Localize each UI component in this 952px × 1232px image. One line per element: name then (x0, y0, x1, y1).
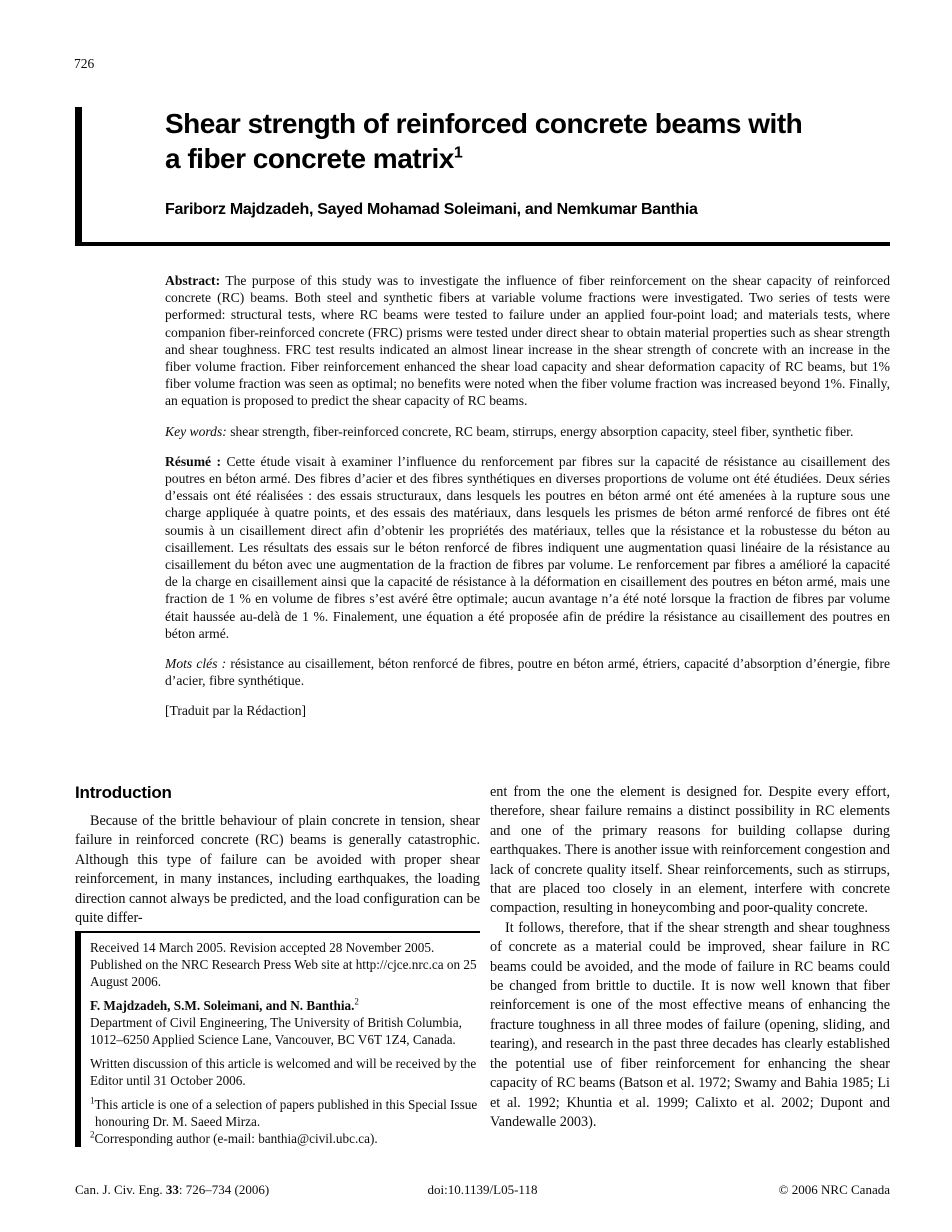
footnote-accent-bar (75, 933, 81, 1147)
keywords-label: Key words: (165, 423, 227, 439)
article-title-line2: a fiber concrete matrix (165, 142, 454, 174)
fn-authors-superscript: 2 (354, 996, 359, 1007)
authors-line: Fariborz Majdzadeh, Sayed Mohamad Soleimani, and Nemkumar Banthia (165, 201, 698, 218)
fn-discussion: Written discussion of this article is welcomed and will be received by the Editor until 31 October 2006. (90, 1055, 477, 1088)
traduit-note: [Traduit par la Rédaction] (165, 703, 307, 719)
mots-cles-label: Mots clés : (165, 656, 227, 672)
mots-cles-text: résistance au cisaillement, béton renforcé de fibres, poutre en béton armé, étriers, capacité d’absorption d’énergie, fibre d’acier, fibre synthétique. (165, 656, 891, 689)
left-column (75, 783, 480, 1147)
resume-paragraph (165, 453, 890, 642)
right-column (490, 783, 890, 1147)
intro-paragraph-right-2: It follows, therefore, that if the shear strength and shear toughness of concrete as a material could be improved, shear failure in RC beams could be avoided, and the mode of failure in RC beams could be changed from brittle to ductile. It is now well known that fiber reinforcement is one of the most effective means of enhancing the fracture toughness in all three modes of failure (opening, sliding, and tearing), and research in the past three decades has clearly established the potential use of fiber reinforcement for enhancing the shear capacity of RC beams (Batson et al. 1972; Swamy and Bahia 1985; Li et al. 1992; Khuntia et al. 1999; Calixto et al. 2002; Dupont and Vandewalle 2003). (490, 919, 890, 1130)
footer-journal-name: Can. J. Civ. Eng. (75, 1182, 163, 1197)
footer-pages: : 726–734 (2006) (178, 1182, 270, 1197)
page-footer (75, 1182, 890, 1198)
footnote-1-marker: 1 (90, 1095, 95, 1106)
title-block (75, 107, 890, 219)
abstract-paragraph (165, 272, 890, 410)
title-accent-bar (75, 107, 82, 243)
keywords-paragraph (165, 423, 890, 440)
footer-volume: 33 (165, 1182, 179, 1197)
intro-paragraph-right-1: ent from the one the element is designed for. Despite every effort, therefore, shear failure remains a distinct possibility in RC elements and one of the primary reasons for building collapse during earthquakes. There is another issue with reinforcement congestion and lack of concrete quality itself. Shear reinforcements, such as stirrups, that are placed too closely in an element, interfere with concrete compaction, resulting in honeycombing and poor-quality concrete. (490, 784, 890, 917)
fn-authors-names: F. Majdzadeh, S.M. Soleimani, and N. Banthia. (90, 998, 355, 1014)
footer-doi: doi:10.1139/L05-118 (427, 1182, 538, 1197)
footer-journal-citation (75, 1182, 352, 1198)
footer-copyright: © 2006 NRC Canada (778, 1182, 890, 1197)
article-title (165, 107, 890, 176)
mots-cles-paragraph (165, 655, 890, 689)
resume-text: Cette étude visait à examiner l’influence du renforcement par fibres sur la capacité de résistance au cisaillement des poutres en béton armé. Des fibres d’acier et des fibres synthétiques en diverses proportions de volume ont été étudiées. Deux séries d’essais ont été réalisées : des essais structuraux, dans lesquels les poutres en béton armé ont été amenées à la rupture sous une charge appliquée à quatre points, et des essais des matériaux, dans lesquels les prismes de béton armé renforcé de fibres ont été soumis à un cisaillement direct afin d’obtenir les propriétés des matériaux, telles que la résistance et la robustesse du béton au cisaillement. Les résultats des essais sur le béton renforcé de fibres indiquent une augmentation quasi linéaire de la résistance au cisaillement du béton avec une augmentation de la fraction de fibres par volume. Le renforcement par fibres a amélioré la capacité de la charge en cisaillement ainsi que la capacité de résistance à la déformation en cisaillement des poutres en béton armé, mais une fraction de 1 % en volume de fibres s’est avéré être optimale; aucun avantage n’a été noté lorsque la fraction de fibres par volume était haussée au-delà de 1 %. Finalement, une équation a été proposée afin de prédire la résistance au cisaillement des poutres en béton armé. (165, 453, 890, 641)
abstract-block (165, 272, 890, 720)
article-title-line1: Shear strength of reinforced concrete beams with (165, 108, 803, 139)
title-footnote-marker: 1 (453, 144, 463, 162)
fn-affiliation: Department of Civil Engineering, The University of British Columbia, 1012–6250 Applied Science Lane, Vancouver, BC V6T 1Z4, Canada. (90, 1015, 462, 1047)
page-number: 726 (74, 56, 95, 71)
resume-label: Résumé : (165, 453, 222, 469)
footnote-box (75, 931, 480, 1147)
footnote-2-marker: 2 (90, 1129, 95, 1140)
body-columns (75, 783, 890, 1147)
footnote-2 (90, 1131, 478, 1148)
intro-paragraph-left: Because of the brittle behaviour of plain concrete in tension, shear failure in reinforced concrete (RC) beams is generally catastrophic. Although this type of failure can be avoided with proper shear reinforcement, in many instances, including earthquakes, the loading direction cannot always be predicted, and the load configuration can be quite differ- (75, 813, 480, 927)
footnote-1 (90, 1097, 478, 1131)
abstract-text: The purpose of this study was to investigate the influence of fiber reinforcement on the shear capacity of reinforced concrete (RC) beams. Both steel and synthetic fibers at variable volume fractions were investigated. Two series of tests were performed: structural tests, where RC beams were tested to failure under an applied four-point load; and materials tests, where companion fiber-reinforced concrete (FRC) prisms were tested under direct shear to obtain material properties such as shear strength and shear toughness. FRC test results indicated an almost linear increase in the shear strength of concrete with an increase in the fiber volume fraction. Fiber reinforcement enhanced the shear load capacity and shear deformation capacity of RC beams, but 1% fiber volume fraction was seen as optimal; no benefits were noted when the fiber volume fraction was increased beyond 1%. Finally, an equation is proposed to predict the shear capacity of RC beams. (165, 273, 890, 409)
footnote-1-text: This article is one of a selection of papers published in this Special Issue honouring Dr. M. Saeed Mirza. (94, 1096, 478, 1129)
title-rule (75, 242, 890, 246)
footnote-2-text: Corresponding author (e-mail: banthia@civil.ubc.ca). (94, 1130, 378, 1146)
keywords-text: shear strength, fiber-reinforced concrete, RC beam, stirrups, energy absorption capacity, steel fiber, synthetic fiber. (230, 423, 854, 439)
introduction-heading: Introduction (75, 783, 172, 802)
fn-received: Received 14 March 2005. Revision accepted 28 November 2005. Published on the NRC Research Press Web site at http://cjce.nrc.ca on 25 August 2006. (90, 940, 477, 990)
abstract-label: Abstract: (165, 273, 221, 288)
fn-authors (90, 998, 478, 1049)
